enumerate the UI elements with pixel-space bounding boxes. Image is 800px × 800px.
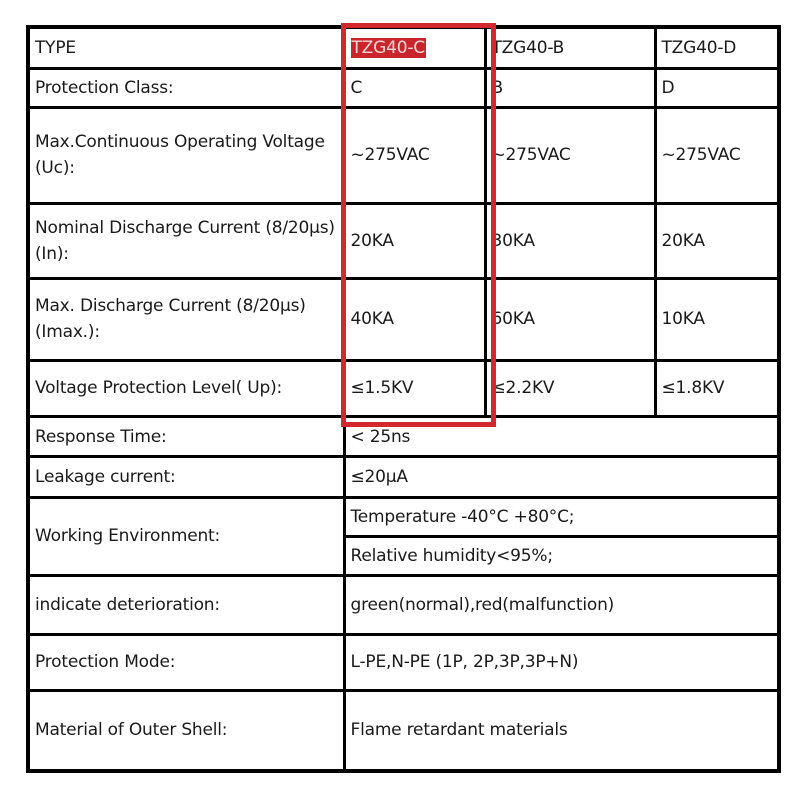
cell-value: 10KA <box>655 279 779 361</box>
table-row <box>28 68 779 107</box>
cell-value: 40KA <box>344 279 485 361</box>
row-label: Max.Continuous Operating Voltage (Uc): <box>28 108 344 204</box>
cell-value: 30KA <box>485 203 655 279</box>
cell-value: < 25ns <box>344 417 779 457</box>
table-row <box>28 690 779 771</box>
row-label: Material of Outer Shell: <box>28 690 344 771</box>
cell-value: ~275VAC <box>485 108 655 204</box>
table-row <box>28 108 779 204</box>
row-label: TYPE <box>28 27 344 68</box>
cell-value: D <box>655 68 779 107</box>
row-label: Response Time: <box>28 417 344 457</box>
selected-text-highlight: TZG40-C <box>351 37 425 58</box>
row-label: Max. Discharge Current (8/20µs) (Imax.): <box>28 279 344 361</box>
model-header-b: TZG40-B <box>485 27 655 68</box>
table-row <box>28 497 779 536</box>
table-row <box>28 576 779 634</box>
cell-value: green(normal),red(malfunction) <box>344 576 779 634</box>
cell-value: 60KA <box>485 279 655 361</box>
cell-value: ≤1.8KV <box>655 360 779 416</box>
row-label: indicate deterioration: <box>28 576 344 634</box>
cell-value: L-PE,N-PE (1P, 2P,3P,3P+N) <box>344 634 779 690</box>
table-row <box>28 634 779 690</box>
row-label: Nominal Discharge Current (8/20µs) (In): <box>28 203 344 279</box>
row-label: Voltage Protection Level( Up): <box>28 360 344 416</box>
table-row <box>28 360 779 416</box>
row-label: Protection Mode: <box>28 634 344 690</box>
cell-value: Relative humidity<95%; <box>344 536 779 575</box>
cell-value: ~275VAC <box>344 108 485 204</box>
cell-value: B <box>485 68 655 107</box>
row-label: Leakage current: <box>28 457 344 497</box>
cell-value: 20KA <box>655 203 779 279</box>
table-row <box>28 203 779 279</box>
cell-value: ≤20µA <box>344 457 779 497</box>
table-row <box>28 417 779 457</box>
table-row-type <box>28 27 779 68</box>
row-label: Protection Class: <box>28 68 344 107</box>
model-header-d: TZG40-D <box>655 27 779 68</box>
cell-value: Flame retardant materials <box>344 690 779 771</box>
cell-value: ≤1.5KV <box>344 360 485 416</box>
model-header-c <box>344 27 485 68</box>
spec-table <box>26 25 781 773</box>
table-row <box>28 279 779 361</box>
table-row <box>28 457 779 497</box>
row-label: Working Environment: <box>28 497 344 576</box>
cell-value: ≤2.2KV <box>485 360 655 416</box>
cell-value: 20KA <box>344 203 485 279</box>
cell-value: Temperature -40°C +80°C; <box>344 497 779 536</box>
cell-value: ~275VAC <box>655 108 779 204</box>
cell-value: C <box>344 68 485 107</box>
